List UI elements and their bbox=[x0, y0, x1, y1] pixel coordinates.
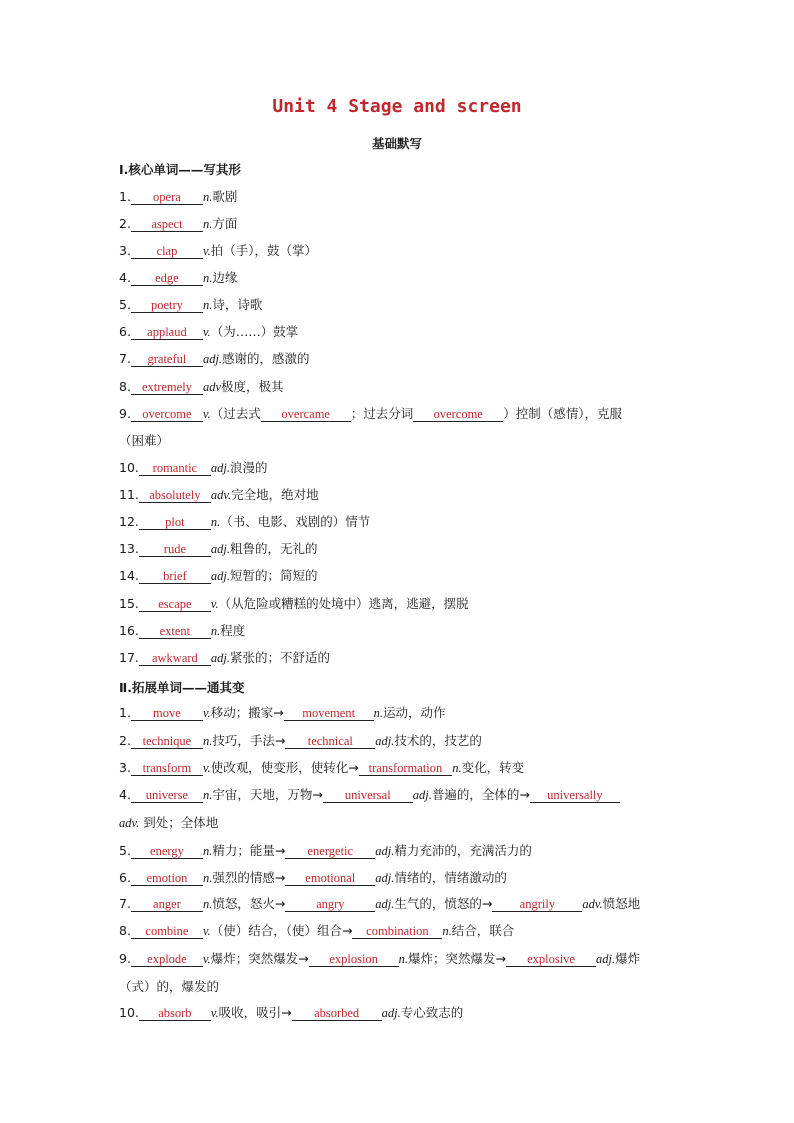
meaning-text: 到处；全体地 bbox=[139, 815, 219, 830]
meaning-text: 爆炸；突然爆发→ bbox=[408, 951, 507, 966]
answer-blank: absorb bbox=[139, 1006, 211, 1021]
list-item bbox=[119, 760, 674, 776]
list-item bbox=[119, 541, 674, 557]
part-of-speech: n. bbox=[202, 897, 213, 911]
answer-blank: plot bbox=[139, 515, 211, 530]
answer-blank: angrily bbox=[492, 897, 582, 912]
meaning-text: 粗鲁的，无礼的 bbox=[230, 541, 318, 556]
meaning-text: （从危险或糟糕的处境中）逃离，逃避，摆脱 bbox=[218, 596, 469, 611]
meaning-text: 极度，极其 bbox=[221, 379, 284, 394]
meaning-text: （过去式 bbox=[210, 406, 261, 421]
item-number: 5. bbox=[119, 843, 131, 858]
item-number: 4. bbox=[119, 270, 131, 285]
answer-blank: edge bbox=[131, 271, 203, 286]
meaning-text: （式）的，爆发的 bbox=[119, 979, 220, 994]
answer-blank: transform bbox=[131, 761, 203, 776]
part-of-speech: v. bbox=[202, 924, 211, 938]
part-of-speech: n. bbox=[202, 844, 213, 858]
answer-blank: grateful bbox=[131, 352, 203, 367]
page-subtitle: 基础默写 bbox=[371, 136, 422, 151]
answer-blank: combine bbox=[131, 924, 203, 939]
item-number: 1. bbox=[119, 705, 131, 720]
answer-blank: technique bbox=[131, 734, 203, 749]
item-number: 2. bbox=[119, 733, 131, 748]
answer-blank: technical bbox=[285, 734, 375, 749]
meaning-text: 程度 bbox=[220, 623, 246, 638]
item-number: 10. bbox=[119, 1005, 139, 1020]
item-number: 10. bbox=[119, 460, 139, 475]
answer-blank: move bbox=[131, 706, 203, 721]
answer-blank: overcome bbox=[413, 407, 503, 422]
meaning-text: 运动，动作 bbox=[383, 705, 446, 720]
meaning-text: 变化，转变 bbox=[461, 760, 525, 775]
meaning-text: 短暂的；简短的 bbox=[230, 568, 318, 583]
part-of-speech: v. bbox=[202, 761, 211, 775]
part-of-speech: adj. bbox=[381, 1006, 401, 1020]
meaning-text: 紧张的；不舒适的 bbox=[230, 650, 331, 665]
list-item bbox=[119, 650, 674, 666]
part-of-speech: n. bbox=[373, 706, 384, 720]
meaning-text: ）控制（感情），克服 bbox=[503, 406, 622, 421]
part-of-speech: adj. bbox=[375, 897, 395, 911]
item-number: 7. bbox=[119, 351, 131, 366]
item-number: 5. bbox=[119, 297, 131, 312]
meaning-text: 结合，联合 bbox=[451, 923, 515, 938]
part-of-speech: n. bbox=[210, 515, 221, 529]
part-of-speech: v. bbox=[210, 597, 219, 611]
list-item bbox=[119, 189, 674, 205]
part-of-speech: n. bbox=[442, 924, 452, 938]
item-number: 9. bbox=[119, 951, 131, 966]
part-of-speech: adv. bbox=[582, 897, 603, 911]
part-of-speech: v. bbox=[202, 244, 211, 258]
answer-blank: explosive bbox=[506, 952, 596, 967]
answer-blank: absolutely bbox=[139, 488, 211, 503]
part-of-speech: v. bbox=[202, 407, 211, 421]
meaning-text: 强烈的情感→ bbox=[212, 870, 286, 885]
item-number: 6. bbox=[119, 324, 131, 339]
meaning-text: 愤怒地 bbox=[602, 896, 641, 911]
answer-blank: universally bbox=[530, 788, 620, 803]
item-number: 3. bbox=[119, 243, 131, 258]
answer-blank: universal bbox=[323, 788, 413, 803]
meaning-text: 浪漫的 bbox=[230, 460, 268, 475]
meaning-text: 诗，诗歌 bbox=[212, 297, 263, 312]
part-of-speech: adv. bbox=[210, 488, 232, 502]
page-title: Unit 4 Stage and screen bbox=[272, 96, 522, 117]
answer-blank: brief bbox=[139, 569, 211, 584]
meaning-text: 拍（手），鼓（掌） bbox=[210, 243, 317, 258]
item-number: 13. bbox=[119, 541, 139, 556]
answer-blank: applaud bbox=[131, 325, 203, 340]
item-number: 7. bbox=[119, 896, 131, 911]
part-of-speech: adj. bbox=[375, 871, 395, 885]
meaning-text: （书、电影、戏剧的）情节 bbox=[220, 514, 371, 529]
list-item bbox=[119, 896, 674, 912]
meaning-text: 情绪的，情绪激动的 bbox=[394, 870, 507, 885]
part-of-speech: adj. bbox=[210, 461, 230, 475]
meaning-text: 宇宙，天地，万物→ bbox=[212, 787, 323, 802]
answer-blank: extremely bbox=[131, 380, 203, 395]
meaning-text: （为……）鼓掌 bbox=[210, 324, 299, 339]
meaning-text: 爆炸；突然爆发→ bbox=[210, 951, 309, 966]
section1-heading: Ⅰ.核心单词——写其形 bbox=[119, 162, 241, 177]
meaning-text: 技术的，技艺的 bbox=[394, 733, 482, 748]
list-item bbox=[119, 406, 674, 422]
item-number: 17. bbox=[119, 650, 139, 665]
meaning-text: 技巧，手法→ bbox=[212, 733, 286, 748]
continuation-line: （困难） bbox=[119, 433, 170, 448]
answer-blank: opera bbox=[131, 190, 203, 205]
list-item bbox=[119, 623, 674, 639]
part-of-speech: v. bbox=[202, 706, 211, 720]
list-item bbox=[119, 870, 674, 886]
answer-blank: anger bbox=[131, 897, 203, 912]
list-item bbox=[119, 843, 674, 859]
meaning-text: 吸收，吸引→ bbox=[218, 1005, 292, 1020]
meaning-text: 生气的，愤怒的→ bbox=[394, 896, 493, 911]
meaning-text: 移动；搬家→ bbox=[210, 705, 284, 720]
part-of-speech: v. bbox=[202, 952, 211, 966]
list-item bbox=[119, 297, 674, 313]
item-number: 8. bbox=[119, 379, 131, 394]
answer-blank: movement bbox=[284, 706, 374, 721]
answer-blank: clap bbox=[131, 244, 203, 259]
answer-blank: romantic bbox=[139, 461, 211, 476]
part-of-speech: adj. bbox=[202, 352, 223, 366]
answer-blank: angry bbox=[285, 897, 375, 912]
part-of-speech: adj. bbox=[375, 734, 395, 748]
part-of-speech: n. bbox=[202, 217, 213, 231]
answer-blank: absorbed bbox=[292, 1006, 382, 1021]
meaning-text: 愤怒，怒火→ bbox=[212, 896, 286, 911]
meaning-text: 爆炸 bbox=[615, 951, 641, 966]
part-of-speech: adj. bbox=[412, 788, 432, 802]
meaning-text: ；过去分词 bbox=[350, 406, 414, 421]
list-item bbox=[119, 733, 674, 749]
part-of-speech: adv bbox=[202, 380, 221, 394]
item-number: 2. bbox=[119, 216, 131, 231]
part-of-speech: n. bbox=[210, 624, 221, 638]
list-item bbox=[119, 351, 674, 367]
list-item bbox=[119, 324, 674, 340]
part-of-speech: n. bbox=[202, 298, 213, 312]
answer-blank: transformation bbox=[359, 761, 453, 776]
answer-blank: explosion bbox=[309, 952, 399, 967]
meaning-text: 使改观，使变形，使转化→ bbox=[210, 760, 359, 775]
section2-heading: Ⅱ.拓展单词——通其变 bbox=[119, 680, 245, 695]
list-item bbox=[119, 1005, 674, 1021]
meaning-text: 完全地，绝对地 bbox=[231, 487, 319, 502]
list-item bbox=[119, 514, 674, 530]
part-of-speech: n. bbox=[202, 190, 213, 204]
meaning-text: 专心致志的 bbox=[400, 1005, 464, 1020]
item-number: 4. bbox=[119, 787, 131, 802]
answer-blank: poetry bbox=[131, 298, 203, 313]
answer-blank: escape bbox=[139, 597, 211, 612]
list-item bbox=[119, 379, 674, 395]
answer-blank: awkward bbox=[139, 651, 211, 666]
answer-blank: emotional bbox=[285, 871, 375, 886]
list-item bbox=[119, 596, 674, 612]
meaning-text: 精力充沛的，充满活力的 bbox=[394, 843, 532, 858]
item-number: 1. bbox=[119, 189, 131, 204]
part-of-speech: n. bbox=[398, 952, 409, 966]
part-of-speech: adj. bbox=[210, 542, 230, 556]
meaning-text: 歌剧 bbox=[212, 189, 238, 204]
item-number: 3. bbox=[119, 760, 131, 775]
list-item bbox=[119, 951, 674, 967]
item-number: 9. bbox=[119, 406, 131, 421]
list-item bbox=[119, 487, 674, 503]
answer-blank: combination bbox=[352, 924, 442, 939]
meaning-text: 方面 bbox=[212, 216, 238, 231]
list-item bbox=[119, 270, 674, 286]
answer-blank: universe bbox=[131, 788, 203, 803]
item-number: 15. bbox=[119, 596, 139, 611]
item-number: 12. bbox=[119, 514, 139, 529]
item-number: 14. bbox=[119, 568, 139, 583]
item-number: 16. bbox=[119, 623, 139, 638]
answer-blank: extent bbox=[139, 624, 211, 639]
part-of-speech: n. bbox=[202, 271, 213, 285]
list-item bbox=[119, 787, 674, 803]
part-of-speech: adj. bbox=[596, 952, 616, 966]
part-of-speech: adv. bbox=[119, 816, 140, 830]
answer-blank: explode bbox=[131, 952, 203, 967]
continuation-line bbox=[119, 979, 674, 995]
item-number: 6. bbox=[119, 870, 131, 885]
list-item bbox=[119, 568, 674, 584]
answer-blank: aspect bbox=[131, 217, 203, 232]
part-of-speech: adj. bbox=[210, 569, 230, 583]
part-of-speech: n. bbox=[452, 761, 462, 775]
part-of-speech: v. bbox=[202, 325, 211, 339]
list-item bbox=[119, 243, 674, 259]
meaning-text: 普遍的，全体的→ bbox=[431, 787, 530, 802]
meaning-text: 边缘 bbox=[212, 270, 238, 285]
item-number: 11. bbox=[119, 487, 139, 502]
list-item bbox=[119, 705, 674, 721]
meaning-text: 精力；能量→ bbox=[212, 843, 286, 858]
part-of-speech: adj. bbox=[375, 844, 395, 858]
list-item bbox=[119, 216, 674, 232]
part-of-speech: n. bbox=[202, 871, 213, 885]
part-of-speech: n. bbox=[202, 734, 213, 748]
list-item bbox=[119, 460, 674, 476]
continuation-line bbox=[119, 815, 674, 831]
list-item bbox=[119, 923, 674, 939]
meaning-text: （使）结合，（使）组合→ bbox=[210, 923, 353, 938]
item-number: 8. bbox=[119, 923, 131, 938]
answer-blank: overcome bbox=[131, 407, 203, 422]
meaning-text: 感谢的，感激的 bbox=[222, 351, 310, 366]
part-of-speech: v. bbox=[210, 1006, 219, 1020]
answer-blank: overcame bbox=[261, 407, 351, 422]
answer-blank: rude bbox=[139, 542, 211, 557]
part-of-speech: n. bbox=[202, 788, 213, 802]
answer-blank: energetic bbox=[285, 844, 375, 859]
answer-blank: energy bbox=[131, 844, 203, 859]
answer-blank: emotion bbox=[131, 871, 203, 886]
part-of-speech: adj. bbox=[210, 651, 230, 665]
